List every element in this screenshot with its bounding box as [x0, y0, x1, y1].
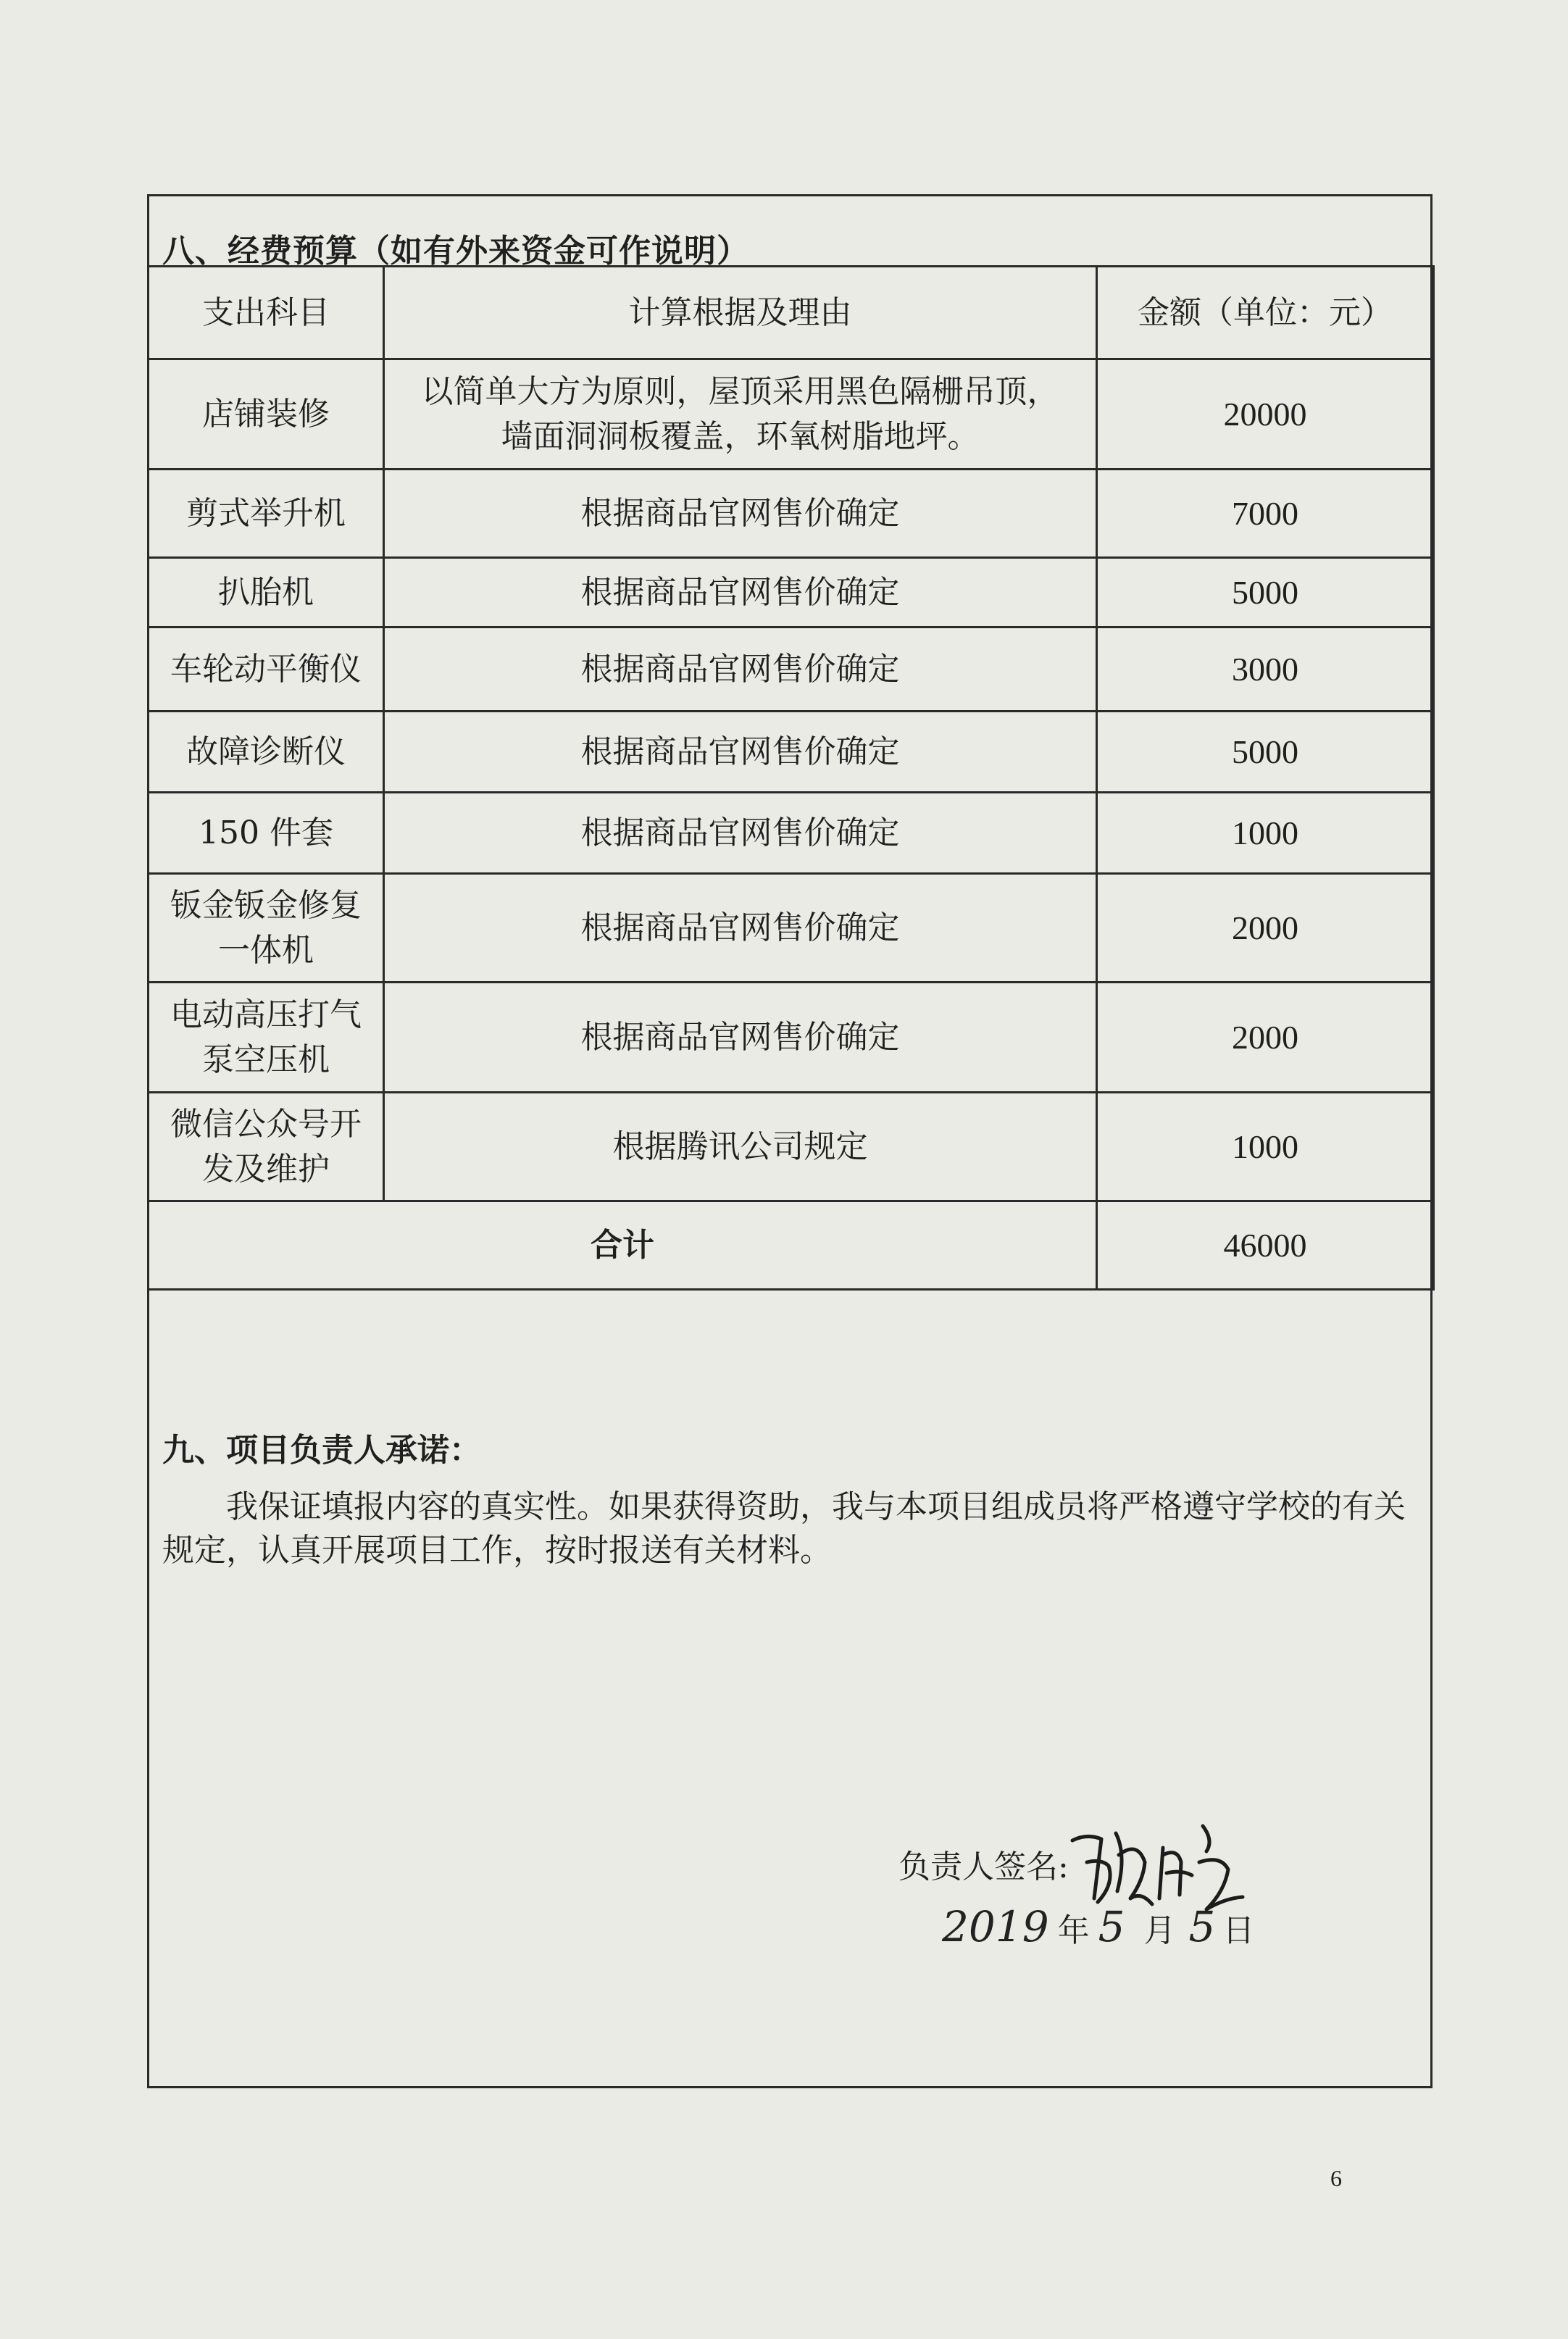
table-row [149, 1093, 1434, 1201]
table-row [149, 359, 1434, 470]
row-basis: 根据商品官网售价确定 [384, 628, 1097, 712]
row-amount: 1000 [1097, 1093, 1434, 1201]
total-amount: 46000 [1097, 1201, 1434, 1290]
date-month: 5 [1098, 1902, 1125, 1951]
row-basis: 根据商品官网售价确定 [384, 983, 1097, 1093]
row-amount: 1000 [1097, 793, 1434, 874]
row-item: 剪式举升机 [149, 470, 384, 558]
signature-label: 负责人签名: [898, 1848, 1069, 1885]
row-basis: 根据商品官网售价确定 [384, 712, 1097, 793]
row-item: 电动高压打气泵空压机 [149, 983, 384, 1093]
row-amount: 2000 [1097, 983, 1434, 1093]
row-basis: 根据商品官网售价确定 [384, 874, 1097, 983]
row-amount: 5000 [1097, 558, 1434, 628]
header-item: 支出科目 [149, 267, 384, 359]
row-amount: 7000 [1097, 470, 1434, 558]
header-basis: 计算根据及理由 [384, 267, 1097, 359]
date-month-unit: 月 [1143, 1912, 1176, 1949]
row-item: 车轮动平衡仪 [149, 628, 384, 712]
table-row [149, 712, 1434, 793]
row-basis: 根据商品官网售价确定 [384, 470, 1097, 558]
row-item: 微信公众号开发及维护 [149, 1093, 384, 1201]
pledge-text: 我保证填报内容的真实性。如果获得资助，我与本项目组成员将严格遵守学校的有关规定，认真开展项目工作，按时报送有关材料。 [162, 1488, 1406, 1569]
budget-table [147, 265, 1435, 1291]
row-amount: 5000 [1097, 712, 1434, 793]
table-header-row [149, 267, 1434, 359]
section8-title: 八、经费预算（如有外来资金可作说明） [162, 233, 749, 270]
section9-title: 九、项目负责人承诺： [162, 1432, 481, 1469]
row-item: 店铺装修 [149, 359, 384, 470]
table-row [149, 983, 1434, 1093]
row-item: 扒胎机 [149, 558, 384, 628]
date-day: 5 [1188, 1902, 1216, 1951]
total-label: 合计 [149, 1201, 1097, 1290]
row-amount: 3000 [1097, 628, 1434, 712]
date-row [942, 1902, 1254, 1951]
page-number: 6 [1330, 2165, 1342, 2191]
row-basis: 根据腾讯公司规定 [384, 1093, 1097, 1201]
date-year-unit: 年 [1057, 1912, 1090, 1949]
row-basis: 根据商品官网售价确定 [384, 793, 1097, 874]
row-item: 故障诊断仪 [149, 712, 384, 793]
header-amount: 金额（单位：元） [1097, 267, 1434, 359]
row-basis: 以简单大方为原则，屋顶采用黑色隔栅吊顶，墙面洞洞板覆盖，环氧树脂地坪。 [384, 359, 1097, 470]
row-item: 钣金钣金修复一体机 [149, 874, 384, 983]
row-amount: 20000 [1097, 359, 1434, 470]
table-row [149, 558, 1434, 628]
row-basis: 根据商品官网售价确定 [384, 558, 1097, 628]
date-year: 2019 [942, 1902, 1049, 1951]
table-total-row [149, 1201, 1434, 1290]
table-row [149, 628, 1434, 712]
date-day-unit: 日 [1222, 1912, 1255, 1949]
table-row [149, 470, 1434, 558]
table-row [149, 793, 1434, 874]
row-amount: 2000 [1097, 874, 1434, 983]
row-item: 150 件套 [149, 793, 384, 874]
table-row [149, 874, 1434, 983]
